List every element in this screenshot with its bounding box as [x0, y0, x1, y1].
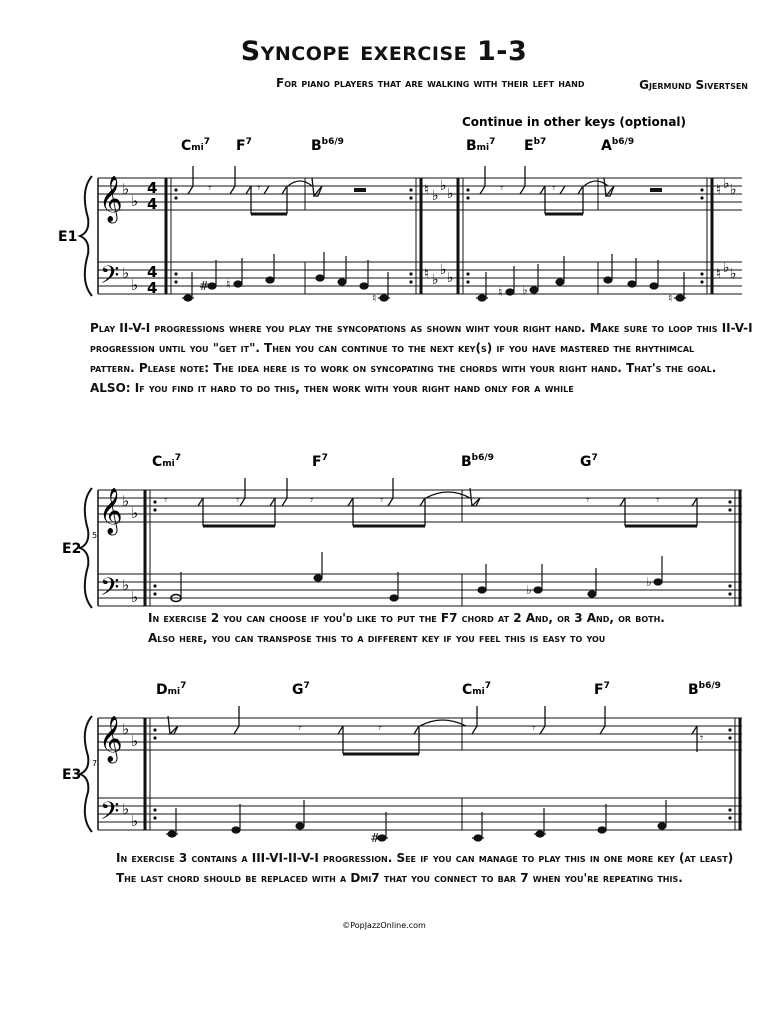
flat-icon: ♭: [122, 492, 130, 510]
repeat-start-barline: [145, 718, 157, 830]
flat-icon: ♭: [131, 276, 139, 294]
svg-text:♭: ♭: [723, 260, 730, 276]
treble-clef-icon: 𝄞: [99, 176, 123, 222]
svg-text:♮: ♮: [668, 291, 673, 305]
svg-text:𝄾: 𝄾: [500, 181, 504, 195]
system-label: E1: [58, 229, 78, 245]
brace: [80, 488, 92, 608]
chord-symbol: $B^{b6/9}$: [688, 681, 721, 698]
system-1: [58, 115, 742, 305]
svg-text:𝄾: 𝄾: [208, 181, 212, 195]
half-rest: [354, 188, 366, 192]
half-rest: [650, 188, 662, 192]
svg-text:♭: ♭: [447, 270, 454, 286]
brace: [80, 716, 92, 832]
rhythm-slashes: [168, 706, 697, 754]
svg-text:♭: ♭: [440, 178, 447, 194]
instruction-line: Also here, you can transpose this to a different key if you feel this is easy to you: [148, 631, 606, 645]
instruction-line: pattern. Please note: The idea here is to work on syncopating the chords with your right hand. That's the goal.: [90, 361, 717, 375]
chord-symbol: $F^7$: [594, 681, 610, 698]
svg-text:#: #: [370, 831, 381, 845]
svg-text:#: #: [199, 279, 210, 293]
chord-symbol: Dmi$^7$: [156, 681, 187, 698]
repeat-end-barline: [700, 178, 712, 294]
system-label: E2: [62, 541, 82, 557]
svg-text:𝄾: 𝄾: [656, 493, 660, 507]
svg-text:♮: ♮: [716, 182, 722, 198]
chord-symbols-1: [181, 137, 634, 154]
svg-text:𝄾: 𝄾: [257, 181, 261, 195]
instruction-line: progression until you "get it". Then you can continue to the next key(s) if you have mastered the rhythimcal: [90, 341, 695, 355]
chord-symbol: $G^7$: [580, 453, 598, 470]
svg-text:♮: ♮: [716, 266, 722, 282]
treble-staff-3: [98, 718, 742, 750]
svg-text:𝄾: 𝄾: [380, 493, 384, 507]
flat-icon: ♭: [131, 192, 139, 210]
flat-icon: ♭: [122, 576, 130, 594]
svg-text:♭: ♭: [522, 283, 528, 297]
rhythm-slashes: [188, 166, 312, 214]
svg-text:♭: ♭: [526, 583, 532, 597]
svg-text:𝄾: 𝄾: [298, 721, 302, 735]
time-signature-bottom: 4: [147, 279, 158, 297]
flat-icon: ♭: [131, 732, 139, 750]
repeat-start-barline: [166, 178, 178, 294]
svg-text:♭: ♭: [440, 262, 447, 278]
svg-text:♮: ♮: [498, 285, 503, 299]
bass-clef-icon: 𝄢: [100, 573, 120, 608]
svg-text:♮: ♮: [424, 266, 430, 282]
svg-text:♮: ♮: [424, 182, 430, 198]
svg-text:♭: ♭: [447, 186, 454, 202]
flat-icon: ♭: [122, 180, 130, 198]
instructions-2: [148, 608, 665, 648]
eighth-rests: [500, 181, 555, 195]
system-2: [62, 453, 742, 608]
svg-text:♮: ♮: [226, 277, 231, 291]
repeat-end-barline: [728, 718, 740, 830]
svg-text:𝄾: 𝄾: [586, 493, 590, 507]
svg-text:𝄾: 𝄾: [378, 721, 382, 735]
repeat-start-barline: [145, 490, 157, 606]
instruction-line: Play II-V-I progressions where you play the syncopations as shown wiht your right hand. Make sure to loop this II-V-I: [90, 321, 753, 335]
flat-icon: ♭: [131, 504, 139, 522]
rhythm-slashes: [198, 478, 697, 526]
svg-text:♮: ♮: [372, 291, 377, 305]
flat-icon: ♭: [122, 720, 130, 738]
flat-icon: ♭: [131, 588, 139, 606]
time-signature-top: 4: [147, 179, 158, 197]
system-1-note-above: Continue in other keys (optional): [462, 115, 687, 129]
chord-symbol: $E^{b7}$: [524, 137, 547, 154]
svg-text:♭: ♭: [730, 182, 737, 198]
svg-text:♭: ♭: [730, 266, 737, 282]
half-slash: [604, 178, 614, 196]
system-3: [62, 681, 742, 845]
svg-text:♭: ♭: [723, 176, 730, 192]
eighth-rests: [298, 721, 703, 745]
treble-clef-icon: 𝄞: [99, 716, 123, 762]
svg-text:𝄾: 𝄾: [700, 731, 704, 745]
svg-text:♭: ♭: [432, 272, 439, 288]
chord-symbol: $G^7$: [292, 681, 310, 698]
svg-text:𝄾: 𝄾: [532, 721, 536, 735]
chord-symbols-2: [152, 453, 598, 470]
svg-text:𝄾: 𝄾: [310, 493, 314, 507]
treble-clef-icon: 𝄞: [99, 488, 123, 534]
time-signature-top: 4: [147, 263, 158, 281]
time-signature-bottom: 4: [147, 195, 158, 213]
chord-symbol: Cmi$^7$: [462, 681, 492, 698]
chord-symbol: $B^{b6/9}$: [311, 137, 344, 154]
instructions-1: [90, 318, 753, 398]
chord-symbol: Cmi$^7$: [152, 453, 182, 470]
bass-clef-icon: 𝄢: [100, 261, 120, 296]
bass-notes: [171, 552, 662, 602]
svg-text:𝄾: 𝄾: [236, 493, 240, 507]
flat-icon: ♭: [131, 812, 139, 830]
instruction-line: In exercise 3 contains a III-VI-II-V-I progression. See if you can manage to play this in one more key (at least): [116, 851, 734, 865]
chord-symbol: Cmi$^7$: [181, 137, 211, 154]
svg-text:♭: ♭: [646, 575, 652, 589]
half-slash: [312, 178, 322, 196]
svg-text:𝄾: 𝄾: [552, 181, 556, 195]
flat-icon: ♭: [122, 800, 130, 818]
measure-number: 7: [92, 759, 98, 768]
repeat-end-barline: [728, 490, 740, 606]
system-label: E3: [62, 767, 82, 783]
page-title: Syncope exercise 1-3: [240, 36, 528, 67]
measure-number: 5: [92, 531, 98, 540]
chord-symbol: Bmi$^7$: [466, 137, 496, 154]
instruction-line: In exercise 2 you can choose if you'd like to put the F7 chord at 2 And, or 3 And, or both.: [148, 611, 665, 625]
repeat-end-barline: [409, 178, 421, 294]
instruction-line: The last chord should be replaced with a Dmi7 that you connect to bar 7 when you're repeating this.: [116, 871, 683, 885]
composer-name: Gjermund Sivertsen: [639, 78, 748, 92]
copyright-footer: ©PopJazzOnline.com: [342, 921, 426, 930]
chord-symbol: $A^{b6/9}$: [601, 137, 635, 154]
instruction-line: ALSO: If you find it hard to do this, then work with your right hand only for a while: [90, 381, 574, 395]
page-subtitle: For piano players that are walking with their left hand: [276, 76, 585, 90]
chord-symbols-3: [156, 681, 721, 698]
chord-symbol: $F^7$: [312, 453, 328, 470]
svg-text:♭: ♭: [432, 188, 439, 204]
bass-clef-icon: 𝄢: [100, 797, 120, 832]
chord-symbol: $B^{b6/9}$: [461, 453, 494, 470]
flat-icon: ♭: [122, 264, 130, 282]
eighth-rests: [164, 493, 659, 507]
brace: [80, 176, 92, 296]
bass-staff-3: [98, 798, 742, 830]
chord-symbol: $F^7$: [236, 137, 252, 154]
svg-text:𝄾: 𝄾: [164, 493, 168, 507]
instructions-3: [116, 848, 733, 888]
